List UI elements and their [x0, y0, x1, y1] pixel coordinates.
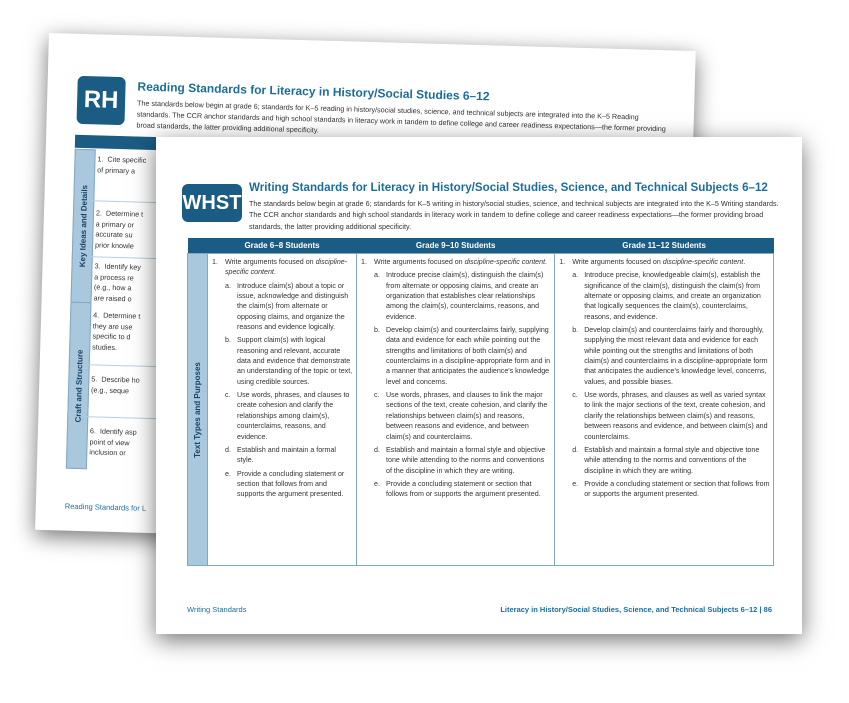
substandard-item: a. Introduce claim(s) about a topic or issue, acknowledge and distinguish the claim(s) from alternate or opposing claims, and organize the reasons and evidence logically.	[225, 281, 349, 332]
whst-badge: WHST	[182, 184, 242, 222]
substandard-item: b. Develop claim(s) and counterclaims fairly, supplying data and evidence for each while pointing out the strengths and limitations of both claim(s) and counterclaims in a discipline-appropriate form and in a manner that anticipates the audience's knowledge level and concerns.	[374, 326, 551, 386]
substandard-item: a. Introduce precise claim(s), distinguish the claim(s) from alternate or opposing claims, and create an organization that establishes clear relationships among the claim(s), counterclaims, reasons, and evidence.	[374, 271, 544, 321]
section-label-text-types: Text Types and Purposes	[188, 254, 208, 566]
intro-paragraph: The standards below begin at grade 6; standards for K–5 writing in history/social studies, science, and technical subjects are integrated into the K–5 Writing standards. The CCR anchor standards and high school standards in literacy work in tandem to define college and career readiness expectations—the former providing broad standards, the latter providing additional specificity.	[249, 199, 779, 231]
column-header-grade-6-8: Grade 6–8 Students	[208, 238, 357, 254]
substandard-item: d. Establish and maintain a formal style and objective tone while attending to the norms and conventions of the discipline in which they are writing.	[572, 445, 760, 475]
substandard-item: b. Support claim(s) with logical reasoning and relevant, accurate data and evidence that demonstrate an understanding of the topic or text, using credible sources.	[225, 336, 353, 386]
standard-lead: 1. Write arguments focused on discipline-specific content.	[559, 258, 746, 266]
substandard-item: e. Provide a concluding statement or section that follows from or supports the argument presented.	[572, 479, 770, 499]
footer-left: Reading Standards for L	[64, 501, 147, 513]
substandard-item: b. Develop claim(s) and counterclaims fairly and thoroughly, supplying the most relevant data and evidence for each while pointing out the strengths and limitations of both claim(s) and counterclaims in a discipline-appropriate form that anticipates the audience's knowledge level, concerns, values, and possible biases.	[572, 326, 768, 386]
standard-item: 6. Identify asp point of view inclusion or	[89, 426, 137, 458]
page-title: Reading Standards for Literacy in History/Social Studies 6–12	[137, 79, 490, 104]
substandard-item: c. Use words, phrases, and clauses to create cohesion and clarify the relationships among claim(s), counterclaims, reasons, and evidence.	[225, 391, 350, 441]
column-header-grade-11-12: Grade 11–12 Students	[555, 238, 774, 254]
standard-item: 1. Cite specific of primary a	[97, 154, 147, 175]
section-label-craft-structure: Craft and Structure	[66, 302, 92, 470]
intro-paragraph: The standards below begin at grade 6; standards for K–5 reading in history/social studies, science, and technical subjects are integrated into the K–5 Reading standards. The CCR anchor standards and high school standards in literacy work in tandem to define college and career readiness expectations—the former providing broad standards, the latter providing additional specificity.	[136, 98, 666, 135]
standard-lead: 1. Write arguments focused on discipline-specific content.	[212, 258, 348, 277]
standard-item: 5. Describe ho (e.g., seque	[90, 374, 140, 395]
page-title: Writing Standards for Literacy in History/Social Studies, Science, and Technical Subjects 6–12	[249, 181, 768, 194]
substandard-item: e. Provide a concluding statement or section that follows from and supports the argument presented.	[225, 469, 345, 499]
standards-table	[187, 238, 774, 566]
standards-cell-grade-6-8	[208, 254, 357, 566]
standard-item: 4. Determine t they are use specific to d studies.	[92, 310, 141, 352]
footer-left: Writing Standards	[187, 605, 247, 614]
header-corner	[188, 238, 208, 254]
footer-right: Literacy in History/Social Studies, Science, and Technical Subjects 6–12 | 86	[500, 605, 772, 614]
standard-item: 3. Identify key a process re (e.g., how a are raised o	[93, 261, 141, 303]
substandard-item: c. Use words, phrases, and clauses to link the major sections of the text, create cohesion, and clarify the relationships between claim(s) and reasons, between reasons and evidence, and between claim(s) and counterclaims.	[374, 391, 548, 441]
standards-cell-grade-9-10	[357, 254, 555, 566]
standard-item: 2. Determine t a primary or accurate su prior knowle	[94, 208, 144, 250]
writing-standards-page	[156, 137, 802, 634]
substandard-item: c. Use words, phrases, and clauses as well as varied syntax to link the major sections of the text, create cohesion, and clarify the relationships between claim(s) and reasons, between reasons and evidence, and between claim(s) and counterclaims.	[572, 391, 768, 441]
column-header-grade-9-10: Grade 9–10 Students	[357, 238, 555, 254]
section-label-key-ideas: Key Ideas and Details	[70, 149, 95, 304]
substandard-item: e. Provide a concluding statement or section that follows from or supports the argument presented.	[374, 479, 541, 499]
standard-lead: 1. Write arguments focused on discipline-specific content.	[361, 258, 548, 266]
substandard-item: a. Introduce precise, knowledgeable claim(s), establish the significance of the claim(s), distinguish the claim(s) from alternate or opposing claims, and create an organization that logically sequences the claim(s), counterclaims, reasons, and evidence.	[572, 271, 761, 321]
page-number: 86	[763, 605, 772, 614]
substandard-item: d. Establish and maintain a formal style and objective tone while attending to the norms and conventions of the discipline in which they are writing.	[374, 445, 546, 475]
substandard-item: d. Establish and maintain a formal style.	[225, 445, 336, 465]
rh-badge: RH	[76, 76, 125, 125]
standards-cell-grade-11-12	[555, 254, 774, 566]
